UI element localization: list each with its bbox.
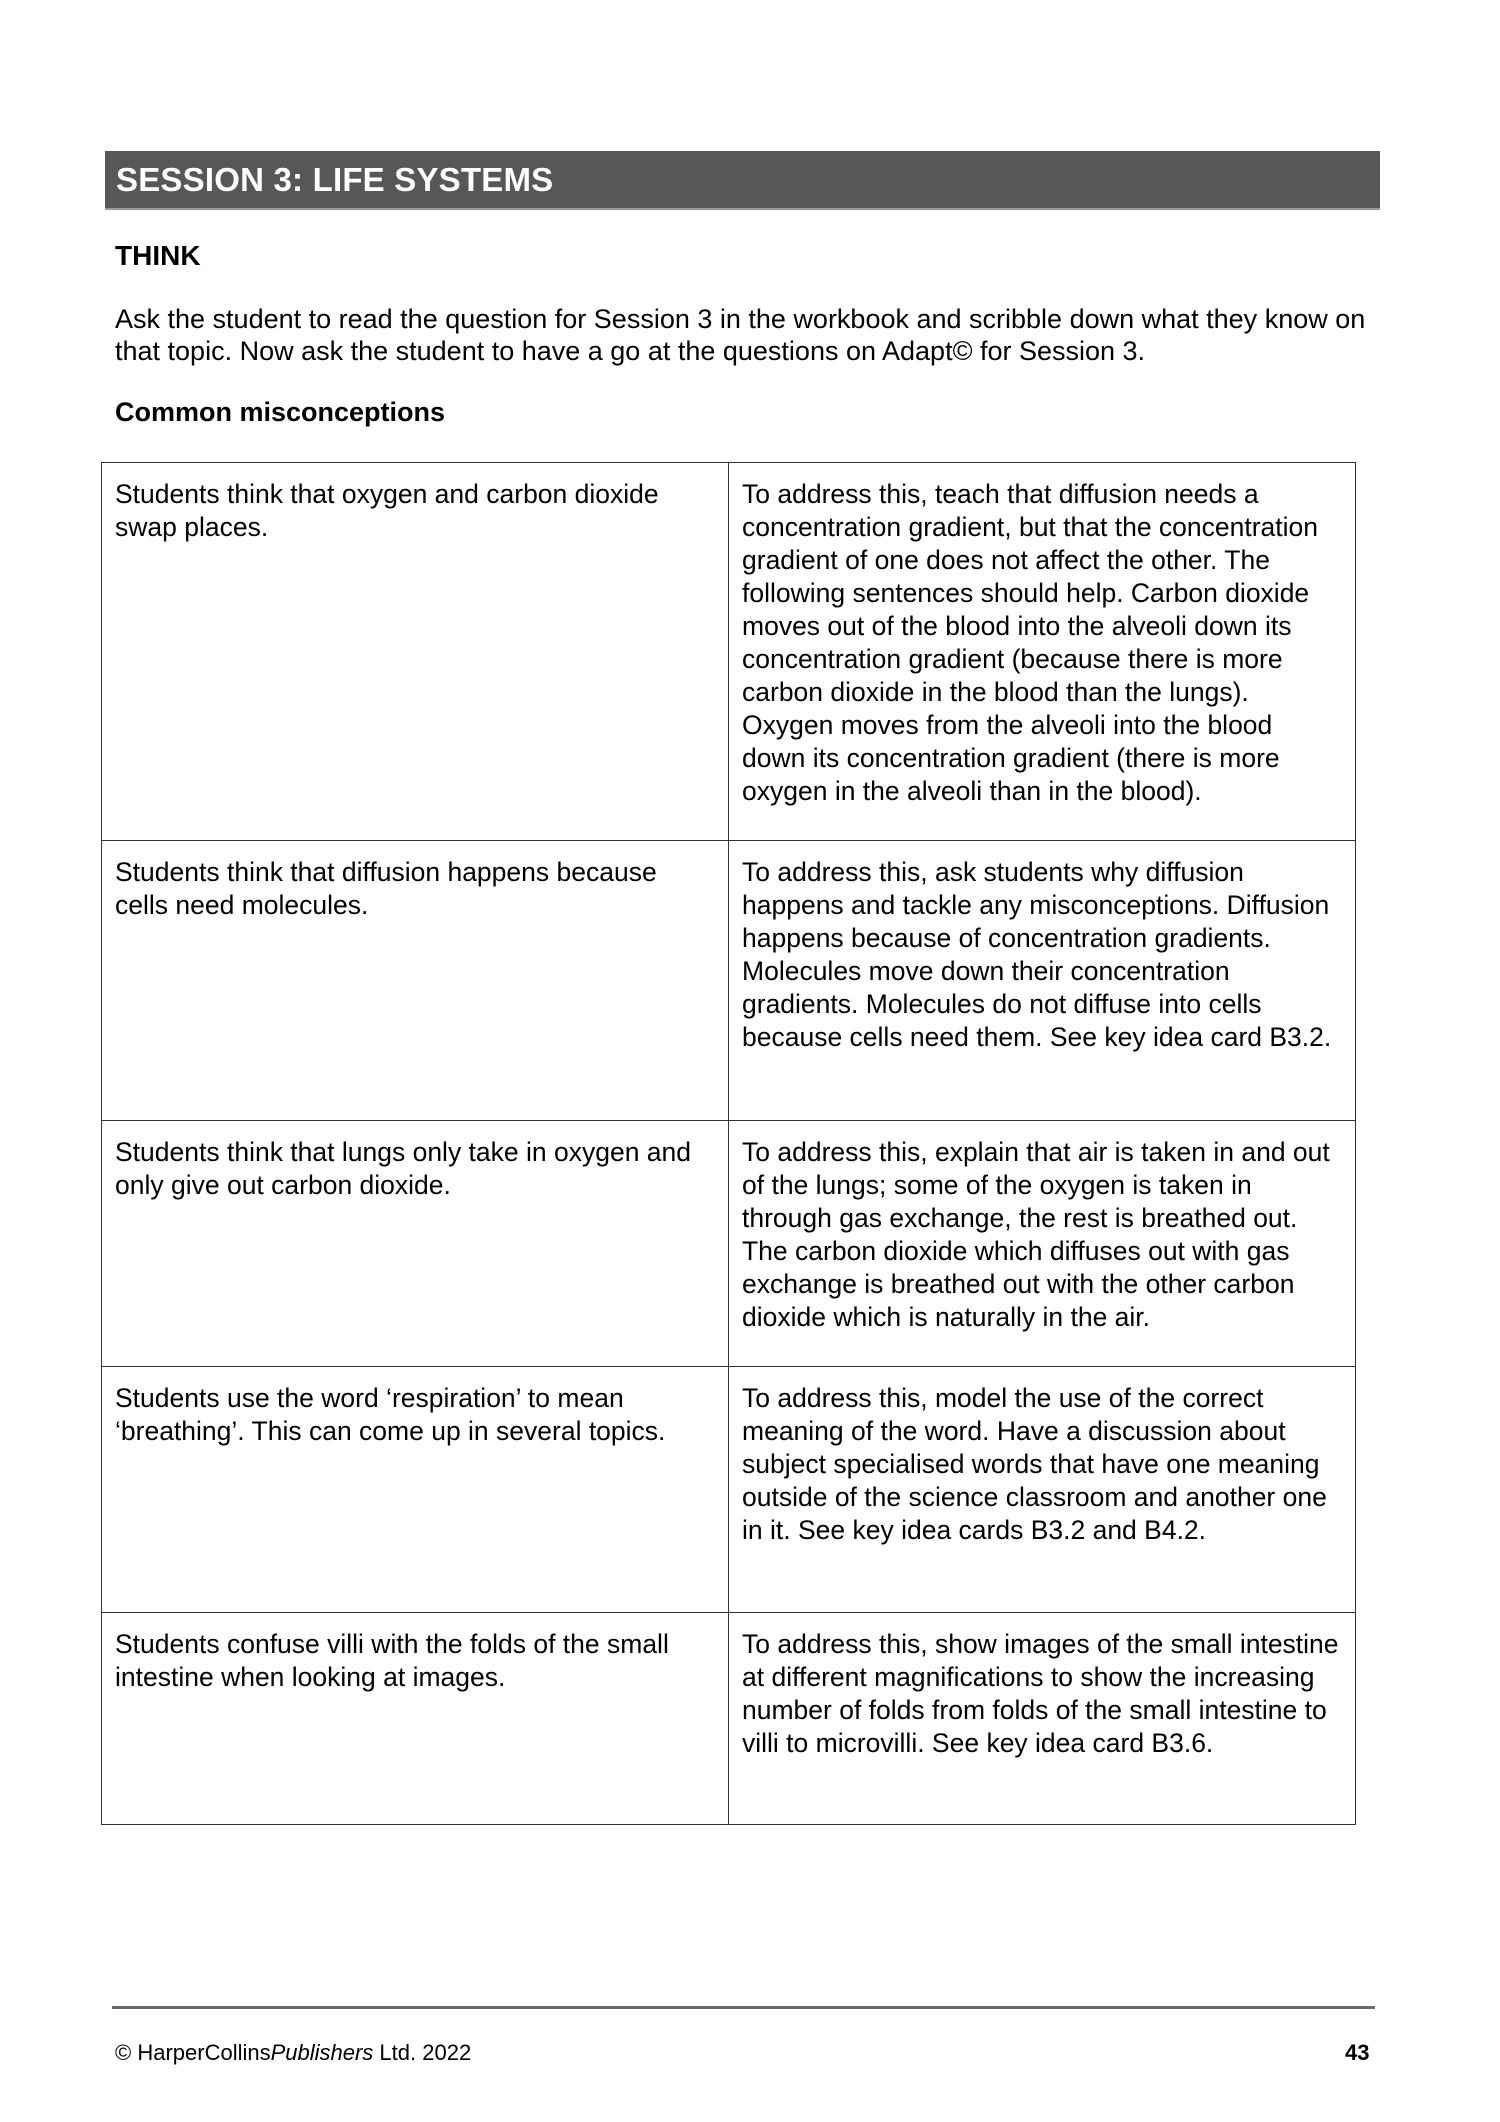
response-cell: To address this, show images of the small intestine at different magnifications to show the increasing number of folds from folds of the small intestine to villi to microvilli. See key idea card B3.6. [729,1613,1356,1825]
misconception-cell: Students think that diffusion happens because cells need molecules. [102,841,729,1121]
footer-divider [112,2006,1375,2009]
session-title: SESSION 3: LIFE SYSTEMS [116,160,554,198]
table-row [102,1121,1356,1367]
page-number: 43 [1345,2040,1370,2065]
misconception-cell: Students think that lungs only take in oxygen and only give out carbon dioxide. [102,1121,729,1367]
intro-text: Ask the student to read the question for Session 3 in the workbook and scribble down what they know on that topic. Now ask the student to have a go at the questions on Adapt© for Session 3. [115,304,1366,366]
copyright-prefix: © HarperCollins [115,2040,271,2065]
response-cell: To address this, model the use of the correct meaning of the word. Have a discussion about subject specialised words that have one meaning outside of the science classroom and another one in it. See key idea cards B3.2 and B4.2. [729,1367,1356,1613]
table-row [102,841,1356,1121]
response-cell: To address this, explain that air is taken in and out of the lungs; some of the oxygen is taken in through gas exchange, the rest is breathed out. The carbon dioxide which diffuses out with gas exchange is breathed out with the other carbon dioxide which is naturally in the air. [729,1121,1356,1367]
copyright-italic: Publishers [270,2040,374,2065]
misconceptions-table [101,462,1356,1825]
intro-paragraph [115,303,1375,367]
table-row [102,1367,1356,1613]
response-cell: To address this, teach that diffusion needs a concentration gradient, but that the concentration gradient of one does not affect the other. The following sentences should help. Carbon dioxide moves out of the blood into the alveoli down its concentration gradient (because there is more carbon dioxide in the blood than the lungs). Oxygen moves from the alveoli into the blood down its concentration gradient (there is more oxygen in the alveoli than in the blood). [729,463,1356,841]
session-banner [105,151,1380,208]
table-row [102,1613,1356,1825]
copyright-suffix: Ltd. 2022 [373,2040,472,2065]
footer-copyright [115,2040,471,2066]
response-cell: To address this, ask students why diffusion happens and tackle any misconceptions. Diffusion happens because of concentration gradients. Molecules move down their concentration gradients. Molecules do not diffuse into cells because cells need them. See key idea card B3.2. [729,841,1356,1121]
misconception-cell: Students confuse villi with the folds of the small intestine when looking at images. [102,1613,729,1825]
think-heading: THINK [115,240,201,271]
misconceptions-heading: Common misconceptions [115,397,446,427]
misconception-cell: Students think that oxygen and carbon dioxide swap places. [102,463,729,841]
table-row [102,463,1356,841]
misconception-cell: Students use the word ‘respiration’ to mean ‘breathing’. This can come up in several topics. [102,1367,729,1613]
